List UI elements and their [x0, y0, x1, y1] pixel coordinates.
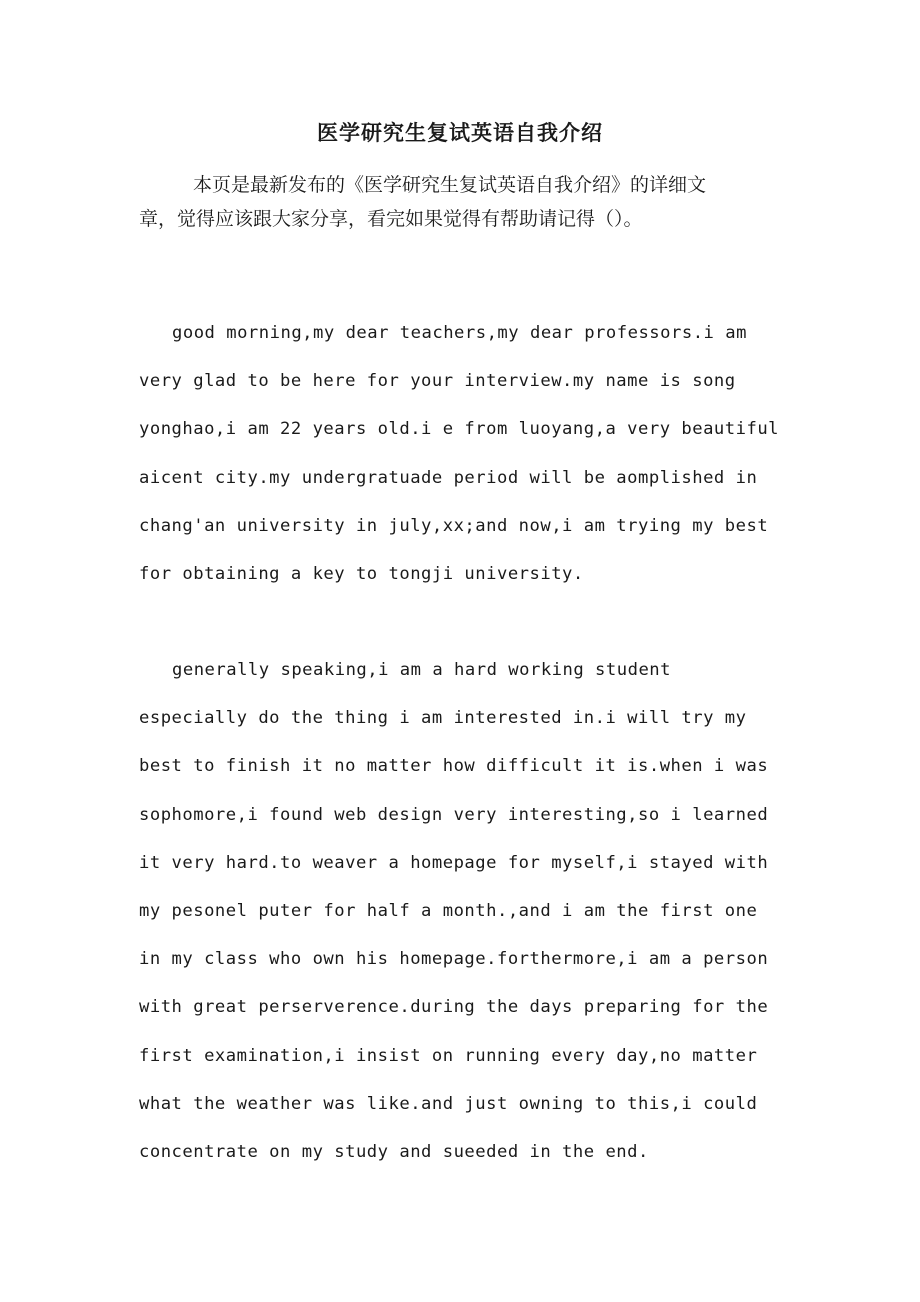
paragraph-line: sophomore,i found web design very interesting,so i learned	[139, 804, 769, 825]
paragraph-line: for obtaining a key to tongji university.	[139, 564, 584, 585]
paragraph-line: aicent city.my undergratuade period will be aomplished in	[139, 467, 758, 488]
document-title: 医学研究生复试英语自我介绍	[317, 120, 603, 145]
intro-line: 章，觉得应该跟大家分享，看完如果觉得有帮助请记得（）。	[139, 208, 643, 230]
paragraph-line: yonghao,i am 22 years old.i e from luoyang,a very beautiful	[139, 419, 780, 440]
paragraph-line: good morning,my dear teachers,my dear professors.i am	[172, 323, 747, 343]
intro-line: 本页是最新发布的《医学研究生复试英语自我介绍》的详细文	[193, 174, 707, 196]
paragraph-line: very glad to be here for your interview.my name is song	[139, 371, 736, 392]
paragraph-line: concentrate on my study and sueeded in the end.	[139, 1142, 649, 1163]
paragraph-line: it very hard.to weaver a homepage for myself,i stayed with	[139, 852, 769, 873]
body-paragraph-2	[139, 646, 799, 1176]
paragraph-line: my pesonel puter for half a month.,and i am the first one	[139, 901, 758, 922]
paragraph-line: in my class who own his homepage.forthermore,i am a person	[139, 949, 769, 970]
body-paragraph-1	[139, 309, 799, 598]
paragraph-line: with great perserverence.during the days preparing for the	[139, 997, 769, 1018]
intro-paragraph	[139, 168, 787, 236]
paragraph-line: what the weather was like.and just owning to this,i could	[139, 1093, 758, 1114]
paragraph-line: best to finish it no matter how difficult it is.when i was	[139, 756, 769, 777]
paragraph-line: generally speaking,i am a hard working student	[172, 660, 671, 680]
paragraph-line: especially do the thing i am interested in.i will try my	[139, 708, 747, 729]
paragraph-line: first examination,i insist on running every day,no matter	[139, 1045, 758, 1066]
paragraph-line: chang'an university in july,xx;and now,i am trying my best	[139, 515, 769, 536]
